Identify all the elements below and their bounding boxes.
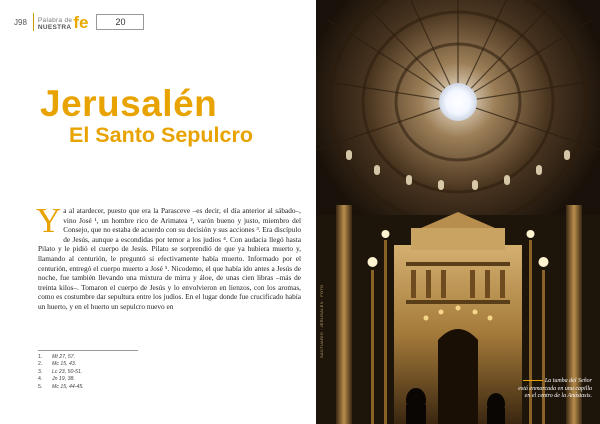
- sepulchre-photo: [316, 0, 600, 424]
- page-header: [14, 11, 144, 33]
- footnote-ref: Mt 27, 57.: [52, 354, 76, 360]
- magazine-logo: [33, 13, 89, 31]
- footnote-ref: Lc 23, 50-51.: [52, 368, 83, 375]
- article-title: Jerusalén: [40, 83, 218, 124]
- issue-number: 20: [115, 17, 126, 27]
- magazine-line2: NUESTRA: [37, 24, 72, 31]
- footnote-ref: Jn 19, 38.: [52, 376, 75, 383]
- footnote-item: [38, 376, 218, 383]
- article-subtitle: El Santo Sepulcro: [69, 123, 253, 147]
- magazine-fe: fe: [73, 13, 89, 32]
- article-body: [36, 201, 301, 312]
- footnote-item: [38, 361, 218, 368]
- footnote-ref: Mc 15, 44-45.: [52, 383, 84, 390]
- issue-number-box: [96, 14, 144, 30]
- sepulchre-illustration: [316, 0, 600, 424]
- footnote-number: 2.: [38, 361, 43, 368]
- dome-oculus: [439, 83, 477, 121]
- footnote-number: 4.: [38, 376, 43, 383]
- footnote-ref: Mc 15, 43.: [52, 361, 77, 368]
- photo-caption-text: La tumba del Señor está enmarcada en una capilla en el centro de la Anástasis.: [518, 378, 592, 399]
- photo-caption: [518, 378, 592, 401]
- footnote-item: [38, 384, 218, 391]
- magazine-line1: Palabra de: [37, 17, 73, 24]
- article-body-text: a al atardecer, puesto que era la Parasceve –es decir, el día anterior al sábado–, vino José ¹, un hombre rico de Arimatea ², varón bueno y justo, miembro del Consejo, que no estaba de acuerdo con su decisión y sus acciones ³. Era discípulo de Jesús, aunque a escondidas por temor a los judíos ⁴. Con audacia llegó hasta Pilato y le pidió el cuerpo de Jesús. Pilato se sorprendió de que ya hubiera muerto y, llamando al centurión, le preguntó si efectivamente había muerto. Informado por el centurión, entregó el cuerpo muerto a José ⁵. Nicodemo, el que había ido antes a Jesús de noche, fue también llevando una mixtura de mirra y áloe, de unas cien libras –más de treinta kilos–. Tomaron el cuerpo de Jesús y lo envolvieron en lienzos, con los aromas, como es costumbre dar sepultura entre los judíos. En el lugar donde fue crucificado había un huerto, y en el huerto un sepulcro nuevo en: [38, 206, 301, 311]
- footnote-rule: [38, 350, 138, 351]
- magazine-name: [38, 17, 72, 31]
- footnotes-list: [38, 350, 218, 391]
- footnote-number: 3.: [38, 368, 43, 375]
- drop-cap: Y: [36, 201, 62, 240]
- page-number: J98: [14, 17, 27, 27]
- footnote-item: [38, 354, 218, 361]
- caption-marker: [523, 380, 543, 381]
- footnote-number: 1.: [38, 354, 43, 360]
- column-left: [336, 205, 352, 424]
- footnote-number: 5.: [38, 383, 43, 390]
- photo-credit: SANTUARIO · JERUSALÉN · FOTO: [319, 284, 324, 358]
- footnote-item: [38, 369, 218, 376]
